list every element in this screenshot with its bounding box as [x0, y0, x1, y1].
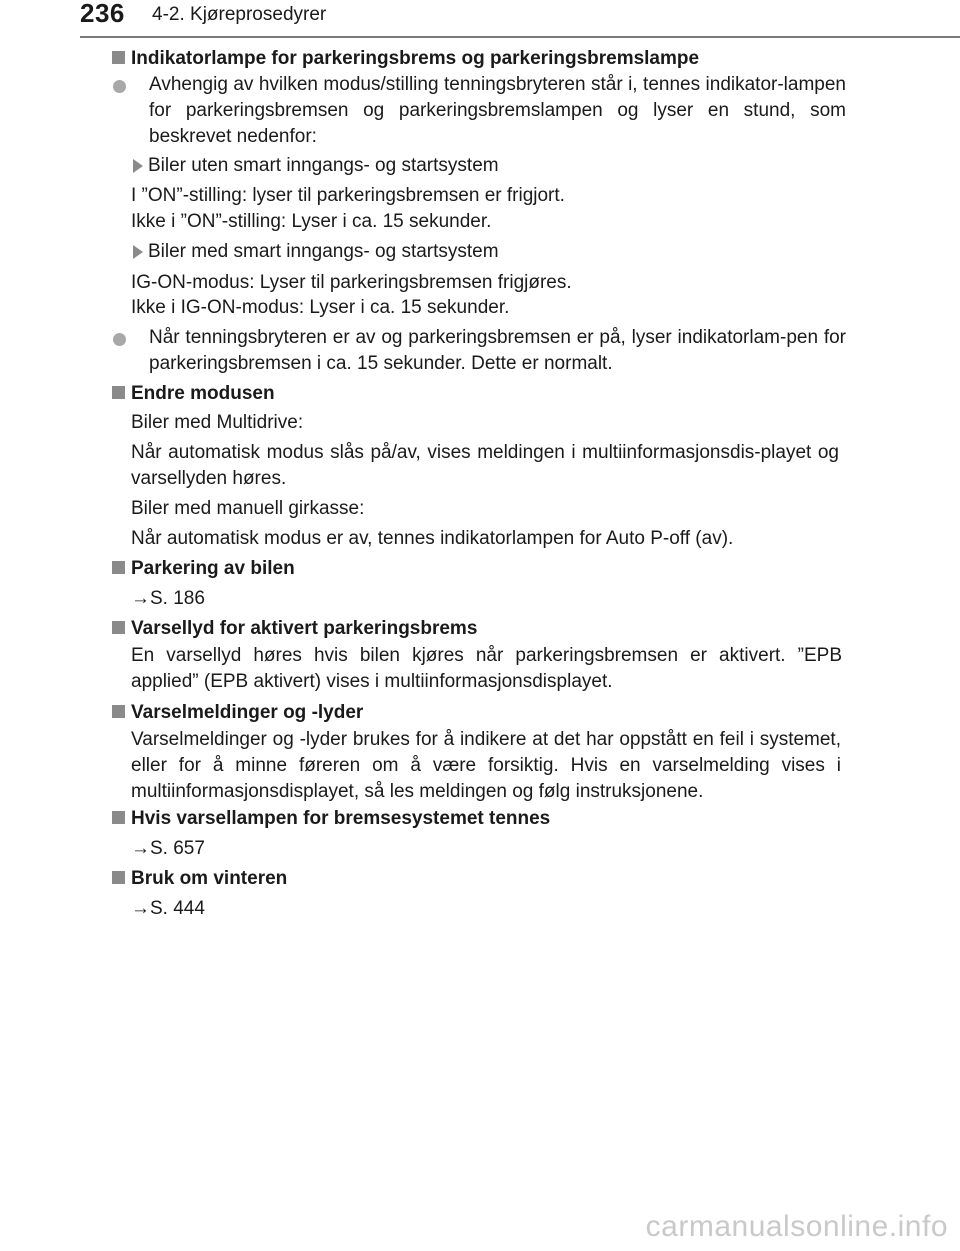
subheading-without-smart-entry: Biler uten smart inngangs- og startsystem	[148, 155, 499, 176]
paragraph-multidrive-label: Biler med Multidrive:	[131, 412, 304, 433]
page-number: 236	[80, 0, 125, 28]
page-reference-parking[interactable]: →S. 186	[131, 588, 205, 609]
round-bullet-icon	[113, 333, 126, 346]
page-reference-brake-light[interactable]: →S. 657	[131, 838, 205, 859]
round-bullet-icon	[113, 80, 126, 93]
paragraph-indicator-bullet2: Når tenningsbryteren er av og parkeringsbremsen er på, lyser indikatorlam-pen for parkeringsbremsen i ca. 15 sekunder. Dette er normalt.	[149, 327, 846, 374]
square-bullet-icon	[112, 705, 125, 718]
line-on-position: I ”ON”-stilling: lyser til parkeringsbremsen er frigjort.	[131, 185, 565, 206]
triangle-bullet-icon	[133, 159, 143, 173]
section-heading-indicator	[112, 46, 852, 72]
paragraph-manual-label: Biler med manuell girkasse:	[131, 498, 365, 519]
section-heading-text: Varselmeldinger og -lyder	[131, 702, 364, 723]
section-heading-winter	[112, 866, 852, 892]
square-bullet-icon	[112, 811, 125, 824]
paragraph-buzzer: En varsellyd høres hvis bilen kjøres når parkeringsbremsen er aktivert. ”EPB applied” (EPB aktivert) vises i multiinformasjonsdisplayet.	[131, 645, 842, 692]
square-bullet-icon	[112, 51, 125, 64]
triangle-bullet-icon	[133, 245, 143, 259]
square-bullet-icon	[112, 386, 125, 399]
line-not-ig-on: Ikke i IG-ON-modus: Lyser i ca. 15 sekunder.	[131, 297, 510, 318]
square-bullet-icon	[112, 871, 125, 884]
section-heading-text: Parkering av bilen	[131, 558, 295, 579]
section-heading-text: Varsellyd for aktivert parkeringsbrems	[131, 618, 478, 639]
line-ig-on: IG-ON-modus: Lyser til parkeringsbremsen frigjøres.	[131, 272, 572, 293]
watermark: carmanualsonline.info	[645, 1210, 948, 1243]
section-heading-mode	[112, 381, 852, 407]
page-reference-winter[interactable]: →S. 444	[131, 898, 205, 919]
section-heading-text: Endre modusen	[131, 383, 275, 404]
section-heading-text: Indikatorlampe for parkeringsbrems og parkeringsbremslampe	[131, 48, 700, 69]
section-heading-brake-light	[112, 806, 852, 832]
section-heading-parking	[112, 556, 852, 582]
paragraph-manual-text: Når automatisk modus er av, tennes indikatorlampen for Auto P-off (av).	[131, 528, 734, 549]
square-bullet-icon	[112, 561, 125, 574]
chapter-title: 4-2. Kjøreprosedyrer	[152, 4, 327, 25]
subheading-with-smart-entry: Biler med smart inngangs- og startsystem	[148, 241, 499, 262]
section-heading-warnings	[112, 700, 852, 726]
section-heading-text: Bruk om vinteren	[131, 868, 288, 889]
section-heading-buzzer	[112, 616, 852, 642]
square-bullet-icon	[112, 621, 125, 634]
paragraph-warnings: Varselmeldinger og -lyder brukes for å indikere at det har oppstått en feil i systemet, eller for å minne føreren om å være forsiktig. Hvis en varselmelding vises i multiinformasjonsdisplayet, så les meldingen og følg instruksjonene.	[131, 729, 841, 802]
line-not-on-position: Ikke i ”ON”-stilling: Lyser i ca. 15 sekunder.	[131, 211, 492, 232]
paragraph-indicator-bullet1: Avhengig av hvilken modus/stilling tenningsbryteren står i, tennes indikator-lampen for parkeringsbremsen og parkeringsbremslampen og lyser en stund, som beskrevet nedenfor:	[149, 74, 846, 147]
paragraph-multidrive-text: Når automatisk modus slås på/av, vises meldingen i multiinformasjonsdis-playet og varsellyden høres.	[131, 442, 839, 489]
section-heading-text: Hvis varsellampen for bremsesystemet tennes	[131, 808, 551, 829]
